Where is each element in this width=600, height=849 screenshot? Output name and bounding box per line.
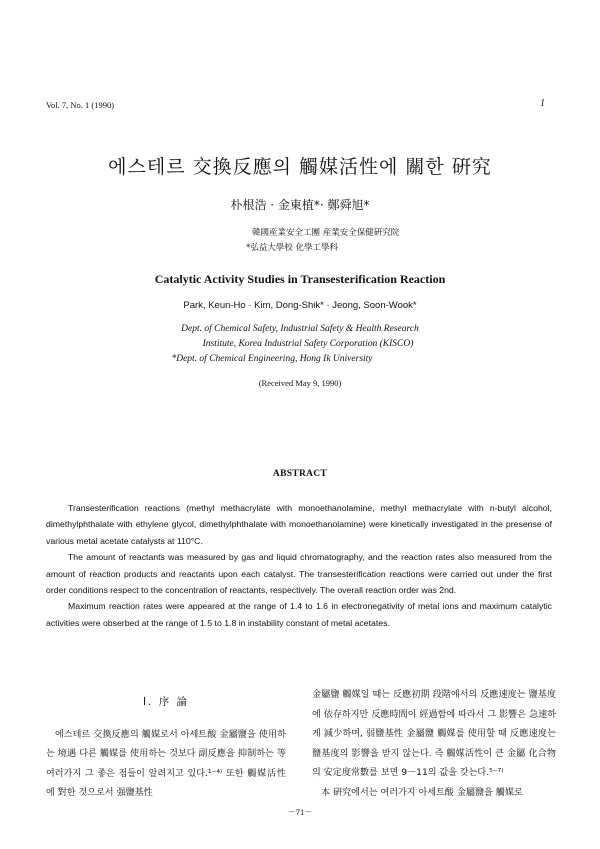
english-title: Catalytic Activity Studies in Transesterification Reaction <box>154 272 446 286</box>
korean-affiliation-1: 韓國産業安全工團 産業安全保健硏究院 <box>252 228 400 238</box>
body-column-left <box>46 693 286 804</box>
received-date: (Received May 9, 1990) <box>258 378 342 388</box>
korean-affiliation-2: *弘益大學校 化學工學科 <box>246 243 338 253</box>
body-paragraph-right-1: 金屬鹽 觸媒일 때는 反應初期 段階에서의 反應速度는 鹽基度에 依存하지만 反應時間이 經過함에 따라서 그 影響은 急速하게 減少하며, 弱鹽基性 金屬鹽 觸媒를 使用할 때 反應速度는 鹽基度의 影響을 받지 않는다. 즉 觸媒活性이 큰 金屬 化合物의 安定度常數를 보면 9－11의 값을 갖는다.⁵⁻⁷⁾ <box>312 690 556 779</box>
page-number-header: 1 <box>540 98 545 109</box>
body-paragraph-left: 에스테르 交換反應의 觸媒로서 아세트酸 金屬鹽을 使用하는 境遇 다른 觸媒를 使用하는 것보다 副反應을 抑制하는 等 여러가지 그 좋은 점들이 알려지고 있다.¹⁻⁴⁾ 또한 觸媒活性에 對한 것으로서 强鹽基性 <box>46 729 286 799</box>
volume-header: Vol. 7, No. 1 (1990) <box>46 100 115 110</box>
english-authors: Park, Keun-Ho · Kim, Dong-Shik* · Jeong, Soon-Wook* <box>183 300 417 311</box>
section-heading-introduction: Ⅰ. 序 論 <box>142 696 190 708</box>
body-paragraph-right-2: 本 硏究에서는 여러가지 아세트酸 金屬鹽을 觸媒로 <box>321 787 523 798</box>
abstract-paragraph-1: Transesterification reactions (methyl methacrylate with monoethanolamine, methyl methacrylate with n-butyl alcohol, dimethylphthalate with ethylene glycol, dimethylphthalate with monoethanolamine) were kinetically investigated in the presense of various metal acetate catalysts at 110°C. <box>46 503 552 546</box>
abstract-heading: ABSTRACT <box>272 469 328 479</box>
english-affiliation-1: Dept. of Chemical Safety, Industrial Safety & Health Research <box>181 324 419 334</box>
abstract-paragraph-3: Maximum reaction rates were appeared at the range of 1.4 to 1.6 in electronegativity of metal ions and maximum catalytic activities were obserbed at the range of 1.5 to 1.8 in instability constant of metal acetates. <box>46 601 552 628</box>
abstract-body <box>46 500 552 631</box>
english-affiliation-3: *Dept. of Chemical Engineering, Hong Ik University <box>171 354 373 364</box>
abstract-paragraph-2: The amount of reactants was measured by gas and liquid chromatography, and the reaction rates also measured from the amount of reaction products and reactants upon each catalyst. The transesterification reactions were carried out under the first order conditions respect to the concentration of reactants, respectively. The overall reaction order was 2nd. <box>46 552 552 596</box>
footer-page-number: －71－ <box>287 807 313 817</box>
english-affiliation-2: Institute, Korea Industrial Safety Corporation (KISCO) <box>202 339 414 349</box>
korean-authors: 朴根浩 · 金東植*· 鄭舜旭* <box>230 198 370 212</box>
body-column-right <box>312 686 556 804</box>
korean-title: 에스테르 交換反應의 觸媒活性에 關한 硏究 <box>108 156 492 178</box>
